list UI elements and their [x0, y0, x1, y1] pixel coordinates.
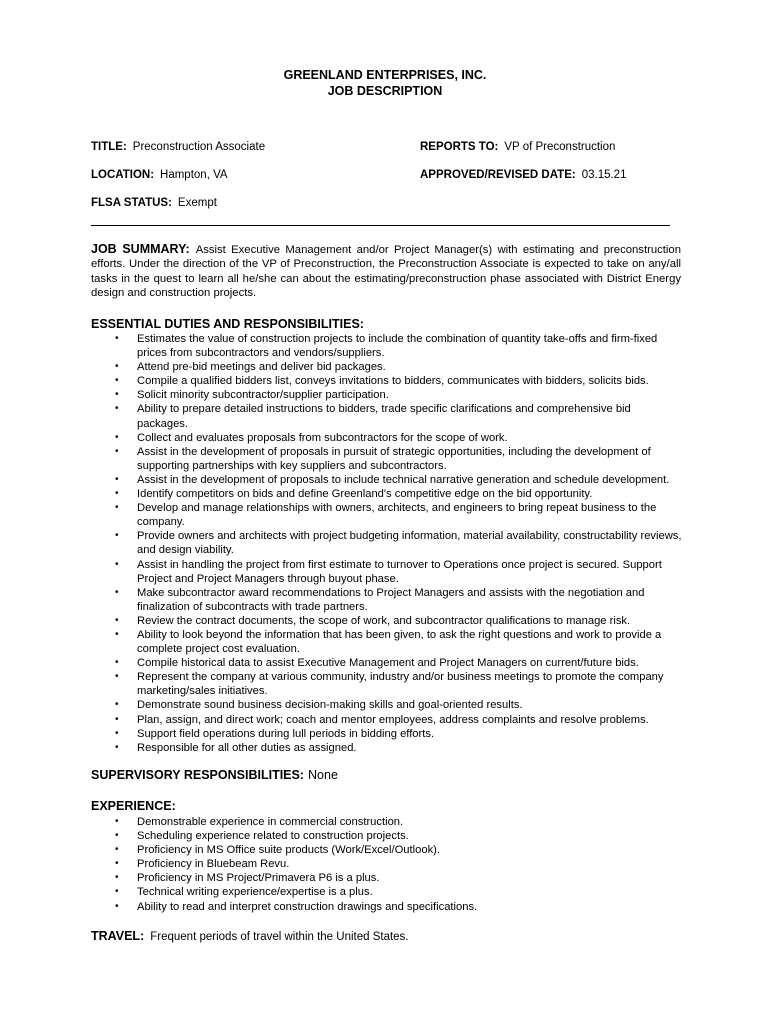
bullet-icon: •: [115, 431, 119, 443]
supervisory-value: None: [308, 768, 338, 782]
bullet-icon: •: [115, 816, 119, 827]
duty-item: [91, 374, 691, 388]
bullet-icon: •: [115, 375, 119, 387]
duty-item-text: Make subcontractor award recommendations to Project Managers and assists with the negotiation and finalization of subcontracts with trade partners.: [137, 586, 645, 613]
duty-item-text: Develop and manage relationships with owners, architects, and engineers to bring repeat business to the company.: [137, 502, 657, 529]
experience-section-title: EXPERIENCE:: [91, 799, 176, 813]
duty-item: [91, 332, 691, 360]
duties-list: [91, 332, 691, 755]
duty-item: [91, 614, 691, 628]
duty-item-text: Identify competitors on bids and define Greenland's competitive edge on the bid opportunity.: [137, 488, 593, 501]
duty-item: [91, 670, 691, 698]
duty-item: [91, 727, 691, 741]
experience-item: [91, 900, 691, 914]
reports-to-value: VP of Preconstruction: [504, 141, 616, 153]
bullet-icon: •: [115, 858, 119, 870]
bullet-icon: •: [115, 530, 119, 542]
job-summary-label: JOB SUMMARY:: [91, 242, 190, 256]
duty-item-text: Ability to look beyond the information that has been given, to ask the right questions and work to provide a complete project cost evaluation.: [137, 628, 662, 656]
duties-section-title: ESSENTIAL DUTIES AND RESPONSIBILITIES:: [91, 317, 364, 331]
title-value: Preconstruction Associate: [132, 141, 266, 153]
duty-item: [91, 402, 691, 430]
duty-item-text: Represent the company at various community, industry and/or business meetings to promote the company marketing/sales initiatives.: [137, 671, 664, 698]
bullet-icon: •: [115, 628, 119, 640]
duty-item: [91, 656, 691, 670]
duty-item: [91, 445, 691, 473]
location-label: LOCATION:: [91, 169, 155, 181]
duty-item-text: Review the contract documents, the scope of work, and subcontractor qualifications to manage risk.: [137, 614, 631, 627]
bullet-icon: •: [115, 886, 119, 898]
experience-item-text: Ability to read and interpret construction drawings and specifications.: [137, 900, 478, 913]
approved-date-field: [420, 169, 626, 181]
experience-list: [91, 815, 691, 914]
reports-to-field: [420, 141, 615, 153]
duty-item: [91, 360, 691, 374]
bullet-icon: •: [115, 671, 119, 683]
duty-item: [91, 501, 691, 529]
experience-item: [91, 843, 691, 857]
bullet-icon: •: [115, 403, 119, 415]
bullet-icon: •: [115, 502, 119, 514]
bullet-icon: •: [115, 872, 119, 884]
duty-item-text: Ability to prepare detailed instructions to bidders, trade specific clarifications and comprehensive bid packages.: [137, 403, 631, 430]
duty-item-text: Collect and evaluates proposals from subcontractors for the scope of work.: [137, 431, 508, 444]
duty-item-text: Assist in handling the project from first estimate to turnover to Operations once project is secured. Support Project and Project Managers through buyout phase.: [137, 558, 662, 585]
duty-item-text: Compile historical data to assist Executive Management and Project Managers on current/future bids.: [137, 657, 639, 670]
job-summary: [91, 242, 681, 301]
experience-item-text: Scheduling experience related to construction projects.: [137, 830, 409, 843]
bullet-icon: •: [115, 900, 119, 912]
duty-item: [91, 487, 691, 501]
duty-item-text: Support field operations during lull periods in bidding efforts.: [137, 727, 435, 740]
bullet-icon: •: [115, 830, 119, 842]
duty-item-text: Estimates the value of construction projects to include the combination of quantity take-offs and firm-fixed prices from subcontractors and vendors/suppliers.: [137, 333, 658, 360]
bullet-icon: •: [115, 558, 119, 570]
duty-item-text: Solicit minority subcontractor/supplier participation.: [137, 389, 389, 402]
travel-value: Frequent periods of travel within the United States.: [150, 931, 409, 943]
bullet-icon: •: [115, 741, 119, 753]
duty-item: [91, 698, 691, 712]
duty-item: [91, 431, 691, 445]
duty-item: [91, 388, 691, 402]
duty-item-text: Responsible for all other duties as assigned.: [137, 741, 357, 754]
flsa-status-label: FLSA STATUS:: [91, 197, 172, 209]
flsa-status-field: [91, 197, 217, 209]
experience-item-text: Proficiency in Bluebeam Revu.: [137, 858, 290, 871]
duty-item: [91, 529, 691, 557]
experience-item-text: Proficiency in MS Office suite products (Work/Excel/Outlook).: [137, 844, 440, 857]
bullet-icon: •: [115, 727, 119, 739]
duty-item: [91, 628, 691, 656]
bullet-icon: •: [115, 333, 119, 344]
travel-label: TRAVEL:: [91, 929, 145, 943]
horizontal-divider: [91, 225, 670, 226]
company-name: GREENLAND ENTERPRISES, INC.: [283, 68, 487, 82]
duty-item: [91, 586, 691, 614]
location-field: [91, 169, 228, 181]
duty-item: [91, 558, 691, 586]
job-summary-text: Assist Executive Management and/or Project Manager(s) with estimating and preconstruction efforts. Under the direction of the VP of Preconstruction, the Preconstruction Associate is expected to take on any/all tasks in the quest to learn all he/she can about the estimating/preconstruction phase associated with District Energy design and construction projects.: [91, 244, 681, 300]
experience-item: [91, 857, 691, 871]
reports-to-label: REPORTS TO:: [420, 141, 499, 153]
experience-item-text: Technical writing experience/expertise is a plus.: [137, 886, 373, 899]
duty-item-text: Demonstrate sound business decision-making skills and goal-oriented results.: [137, 699, 523, 712]
experience-item-text: Demonstrable experience in commercial construction.: [137, 816, 404, 828]
duty-item-text: Assist in the development of proposals to include technical narrative generation and schedule development.: [137, 473, 670, 486]
document-title: JOB DESCRIPTION: [327, 84, 443, 98]
duty-item-text: Plan, assign, and direct work; coach and mentor employees, address complaints and resolve problems.: [137, 713, 649, 726]
approved-date-label: APPROVED/REVISED DATE:: [420, 169, 576, 181]
bullet-icon: •: [115, 361, 119, 373]
bullet-icon: •: [115, 844, 119, 856]
title-label: TITLE:: [91, 141, 127, 153]
supervisory-section: [91, 768, 338, 782]
location-value: Hampton, VA: [160, 169, 228, 181]
bullet-icon: •: [115, 614, 119, 626]
bullet-icon: •: [115, 713, 119, 725]
supervisory-label: SUPERVISORY RESPONSIBILITIES:: [91, 768, 305, 782]
experience-item: [91, 815, 691, 829]
duty-item: [91, 741, 691, 755]
duty-item-text: Attend pre-bid meetings and deliver bid packages.: [137, 361, 386, 374]
duty-item-text: Provide owners and architects with project budgeting information, material availability, constructability reviews, and design viability.: [137, 530, 682, 557]
experience-item-text: Proficiency in MS Project/Primavera P6 is a plus.: [137, 872, 380, 885]
duty-item-text: Assist in the development of proposals in pursuit of strategic opportunities, including the development of supporting partnerships with key suppliers and subcontractors.: [137, 445, 651, 472]
bullet-icon: •: [115, 699, 119, 711]
bullet-icon: •: [115, 488, 119, 500]
duty-item: [91, 473, 691, 487]
flsa-status-value: Exempt: [177, 197, 217, 209]
experience-item: [91, 871, 691, 885]
bullet-icon: •: [115, 586, 119, 598]
experience-item: [91, 829, 691, 843]
title-field: [91, 141, 265, 153]
experience-item: [91, 885, 691, 899]
travel-section: [91, 929, 409, 943]
duty-item-text: Compile a qualified bidders list, conveys invitations to bidders, communicates with bidders, solicits bids.: [137, 375, 649, 388]
bullet-icon: •: [115, 473, 119, 485]
approved-date-value: 03.15.21: [581, 169, 627, 181]
bullet-icon: •: [115, 657, 119, 669]
bullet-icon: •: [115, 445, 119, 457]
bullet-icon: •: [115, 389, 119, 401]
duty-item: [91, 713, 691, 727]
